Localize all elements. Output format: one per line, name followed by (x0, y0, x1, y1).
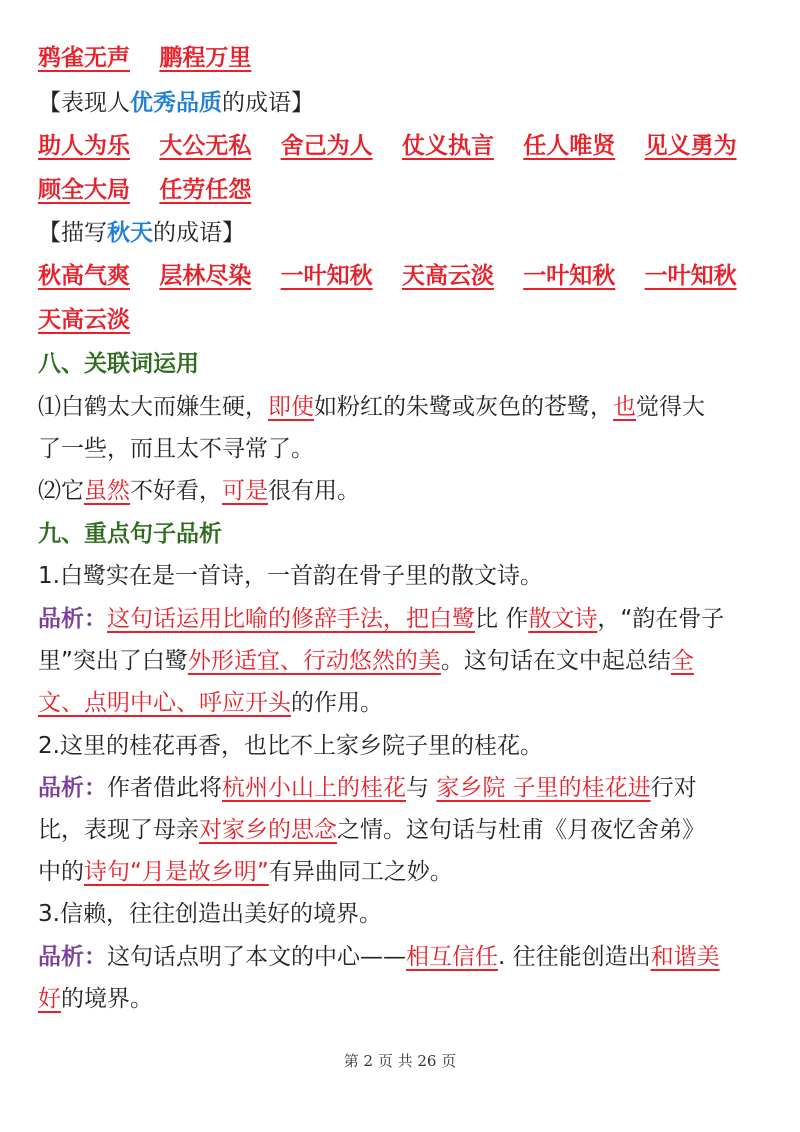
idiom: 仗义执言 (401, 133, 494, 159)
idiom-row-autumn-1 (38, 261, 770, 291)
idiom: 一叶知秋 (280, 263, 373, 289)
analysis-2-line1: 品析：作者借此将杭州小山上的桂花与 家乡院 子里的桂花进行对 (38, 775, 697, 801)
idiom-row-autumn-2 (38, 305, 770, 335)
analysis-2-line2: 比，表现了母亲对家乡的思念之情。这句话与杜甫《月夜忆舍弟》 (38, 817, 705, 843)
analysis-2-line3: 中的诗句“月是故乡明”有异曲同工之妙。 (38, 859, 453, 885)
idiom: 任人唯贤 (523, 133, 616, 159)
question-1: 1.白鹭实在是一首诗，一首韵在骨子里的散文诗。 (38, 563, 543, 589)
analysis-label: 品析： (38, 606, 107, 632)
analysis-3-line1: 品析：这句话点明了本文的中心——相互信任. 往往能创造出和谐美 (38, 944, 720, 970)
sentence-1-cont: 了一些，而且太不寻常了。 (38, 436, 314, 462)
idiom: 天高云淡 (401, 263, 494, 289)
idiom: 任劳任怨 (159, 177, 252, 203)
idiom: 一叶知秋 (523, 263, 616, 289)
idiom: 天高云淡 (38, 307, 130, 333)
section-heading-9: 九、重点句子品析 (38, 521, 222, 547)
idiom-row-quality-1 (38, 131, 770, 161)
analysis-3-line2: 好的境界。 (38, 986, 153, 1012)
sentence-1: ⑴白鹤太大而嫌生硬，即使如粉红的朱鹭或灰色的苍鹭，也觉得大 (38, 394, 705, 420)
question-3: 3.信赖，往往创造出美好的境界。 (38, 901, 382, 927)
idiom: 舍己为人 (280, 133, 373, 159)
idiom: 鸦雀无声 (38, 45, 130, 71)
question-2: 2.这里的桂花再香，也比不上家乡院子里的桂花。 (38, 733, 543, 759)
analysis-label: 品析： (38, 944, 107, 970)
idiom: 见义勇为 (644, 133, 737, 159)
idiom: 大公无私 (159, 133, 252, 159)
idiom-row-quality-2 (38, 175, 770, 205)
page-number: 第 2 页 共 26 页 (343, 1052, 457, 1070)
section-heading-8: 八、关联词运用 (38, 351, 199, 377)
analysis-1-line2: 里”突出了白鹭外形适宜、行动悠然的美。这句话在文中起总结全 (38, 648, 694, 674)
idiom: 秋高气爽 (38, 263, 130, 289)
idiom-row-top (38, 43, 770, 73)
sentence-2: ⑵它虽然不好看，可是很有用。 (38, 478, 360, 504)
idiom: 一叶知秋 (644, 263, 737, 289)
idiom: 顾全大局 (38, 177, 130, 203)
analysis-1-line1: 品析：这句话运用比喻的修辞手法，把白鹭比 作散文诗，“韵在骨子 (38, 606, 725, 632)
idiom: 层林尽染 (159, 263, 252, 289)
section-heading-quality: 【表现人优秀品质的成语】 (38, 90, 314, 116)
section-heading-autumn: 【描写秋天的成语】 (38, 220, 245, 246)
idiom: 助人为乐 (38, 133, 130, 159)
analysis-label: 品析： (38, 775, 107, 801)
analysis-1-line3: 文、点明中心、呼应开头的作用。 (38, 690, 383, 716)
idiom: 鹏程万里 (159, 45, 252, 71)
